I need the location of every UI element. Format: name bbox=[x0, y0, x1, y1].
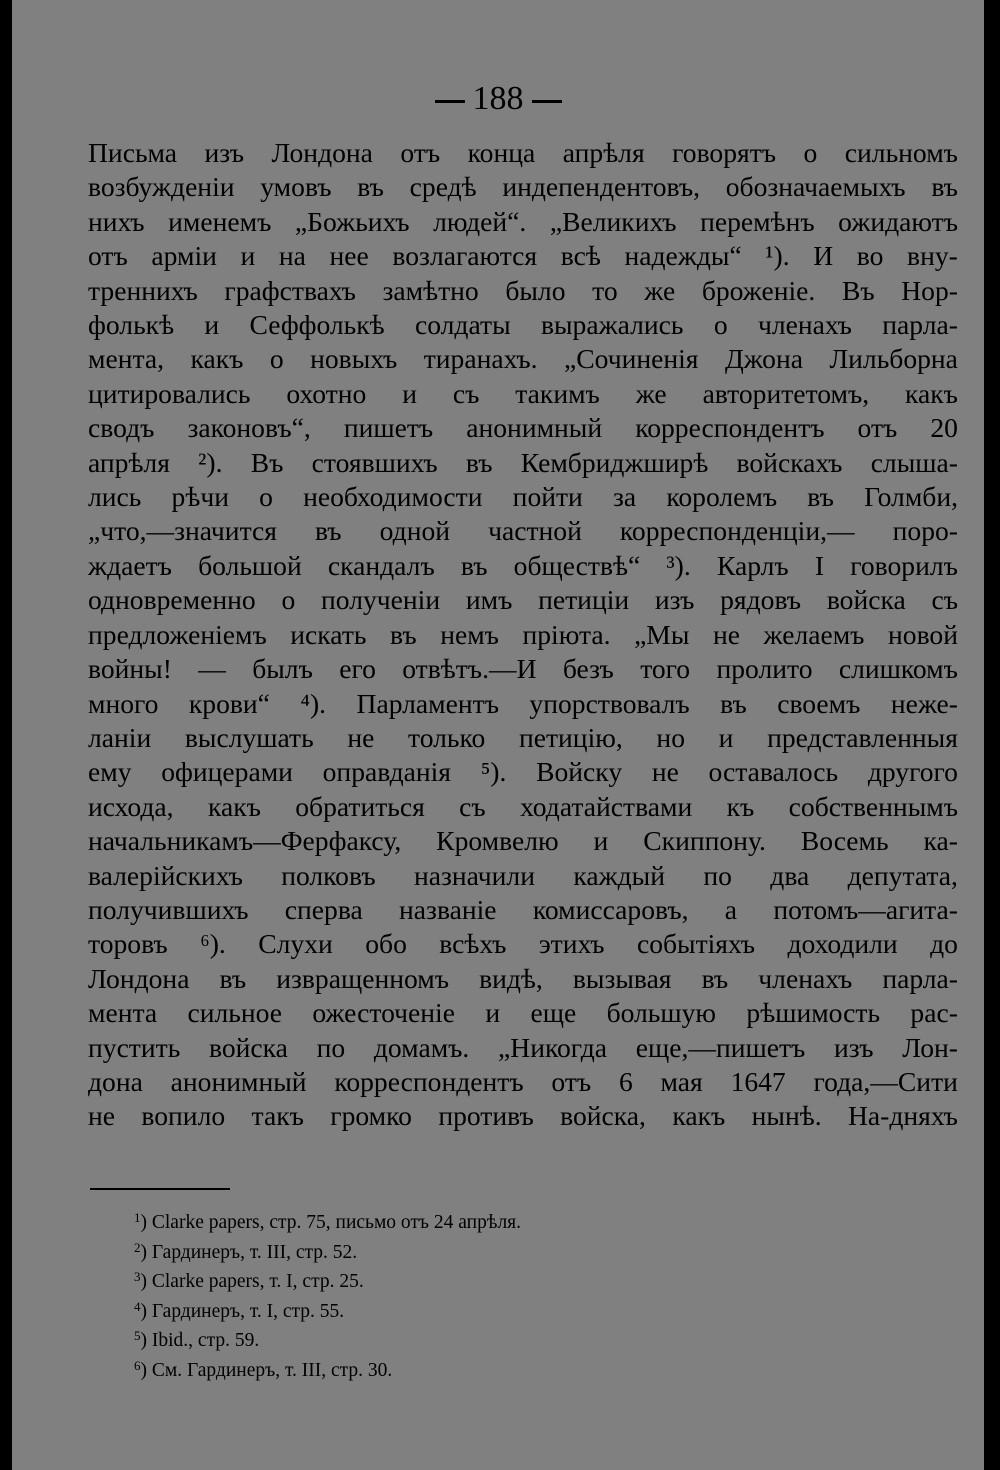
text-line: Лондона въ извращенномъ видѣ, вызывая въ членахъ парла- bbox=[88, 962, 958, 994]
footnote bbox=[134, 1356, 521, 1386]
text-line: начальникамъ—Ферфаксу, Кромвелю и Скиппону. Восемь ка- bbox=[88, 825, 958, 857]
footnote-text: Гардинеръ, т. I, стр. 55. bbox=[151, 1300, 345, 1322]
text-line: мента, какъ о новыхъ тиранахъ. „Сочиненія Джона Лильборна bbox=[88, 343, 958, 375]
footnote-rule bbox=[90, 1188, 230, 1190]
page-header bbox=[12, 80, 984, 118]
footnote bbox=[134, 1297, 521, 1327]
text-line: цитировались охотно и съ такимъ же авторитетомъ, какъ bbox=[88, 377, 958, 409]
footnote-mark: 2 bbox=[134, 1239, 141, 1255]
footnote bbox=[134, 1208, 521, 1238]
footnote-mark: 4 bbox=[134, 1298, 141, 1314]
text-line: исхода, какъ обратиться съ ходатайствами къ собственнымъ bbox=[88, 790, 958, 822]
text-line: треннихъ графствахъ замѣтно было то же броженіе. Въ Нор- bbox=[88, 274, 958, 306]
footnote-text: Clarke papers, т. I, стр. 25. bbox=[151, 1271, 364, 1293]
text-line: дона анонимный корреспондентъ отъ 6 мая 1647 года,—Сити bbox=[88, 1065, 958, 1097]
footnotes bbox=[134, 1208, 521, 1386]
body-text bbox=[88, 136, 958, 1134]
text-line: пустить войска по домамъ. „Никогда еще,—пишетъ изъ Лон- bbox=[88, 1031, 958, 1063]
footnote-text: Ibid., стр. 59. bbox=[151, 1330, 260, 1352]
footnote-paren: ) bbox=[140, 1241, 152, 1263]
footnote-paren: ) bbox=[140, 1300, 152, 1322]
text-line: отъ арміи и на нее возлагаются всѣ надежды“ ¹). И во вну- bbox=[88, 240, 958, 272]
footnote-mark: 5 bbox=[134, 1328, 141, 1344]
text-line: сводъ законовъ“, пишетъ анонимный корреспондентъ отъ 20 bbox=[88, 412, 958, 444]
text-line: одновременно о полученіи имъ петиціи изъ рядовъ войска съ bbox=[88, 584, 958, 616]
text-line: фолькѣ и Сеффолькѣ солдаты выражались о членахъ парла- bbox=[88, 309, 958, 341]
text-line: ему офицерами оправданія ⁵). Войску не оставалось другого bbox=[88, 756, 958, 788]
text-line: Письма изъ Лондона отъ конца апрѣля говорятъ о сильномъ bbox=[88, 137, 958, 168]
footnote-mark: 3 bbox=[134, 1269, 141, 1285]
header-dash-left bbox=[435, 100, 465, 103]
text-line: возбужденіи умовъ въ средѣ индепендентовъ, обозначаемыхъ въ bbox=[88, 171, 958, 203]
text-line: нихъ именемъ „Божьихъ людей“. „Великихъ перемѣнъ ожидаютъ bbox=[88, 205, 958, 237]
text-line: „что,—значится въ одной частной корреспонденціи,— поро- bbox=[88, 515, 958, 547]
page-number: 188 bbox=[472, 80, 524, 117]
text-line: не вопило такъ громко противъ войска, какъ нынѣ. На-дняхъ bbox=[88, 1100, 958, 1132]
text-line: ждаетъ большой скандалъ въ обществѣ“ ³). Карлъ I говорилъ bbox=[88, 549, 958, 581]
footnote-text: Clarke papers, стр. 75, письмо отъ 24 апрѣля. bbox=[151, 1212, 522, 1233]
footnote-text: См. Гардинеръ, т. III, стр. 30. bbox=[151, 1359, 393, 1381]
footnote-text: Гардинеръ, т. III, стр. 52. bbox=[151, 1241, 358, 1263]
text-line: валерійскихъ полковъ назначили каждый по два депутата, bbox=[88, 859, 958, 891]
text-line: получившихъ сперва названіе комиссаровъ, а потомъ—агита- bbox=[88, 893, 958, 925]
footnote-paren: ) bbox=[140, 1359, 152, 1381]
text-line: предложеніемъ искать въ немъ пріюта. „Мы не желаемъ новой bbox=[88, 618, 958, 650]
footnote bbox=[134, 1267, 521, 1297]
footnote-mark: 6 bbox=[134, 1357, 141, 1373]
footnote-paren: ) bbox=[140, 1212, 152, 1233]
text-line: лись рѣчи о необходимости пойти за королемъ въ Голмби, bbox=[88, 481, 958, 513]
footnote-paren: ) bbox=[140, 1271, 152, 1293]
footnote bbox=[134, 1326, 521, 1356]
footnote bbox=[134, 1238, 521, 1268]
book-page bbox=[12, 0, 984, 1470]
text-line: войны! — былъ его отвѣтъ.—И безъ того пролито слишкомъ bbox=[88, 653, 958, 685]
header-dash-right bbox=[532, 100, 562, 103]
text-line: много крови“ ⁴). Парламентъ упорствовалъ въ своемъ неже- bbox=[88, 687, 958, 719]
footnote-paren: ) bbox=[140, 1330, 152, 1352]
text-line: ланіи выслушать не только петицію, но и представленныя bbox=[88, 721, 958, 753]
text-line: апрѣля ²). Въ стоявшихъ въ Кембриджширѣ войскахъ слыша- bbox=[88, 446, 958, 478]
text-line: торовъ ⁶). Слухи обо всѣхъ этихъ событіяхъ доходили до bbox=[88, 928, 958, 960]
footnote-mark: 1 bbox=[134, 1210, 141, 1225]
text-line: мента сильное ожесточеніе и еще большую рѣшимость рас- bbox=[88, 997, 958, 1029]
